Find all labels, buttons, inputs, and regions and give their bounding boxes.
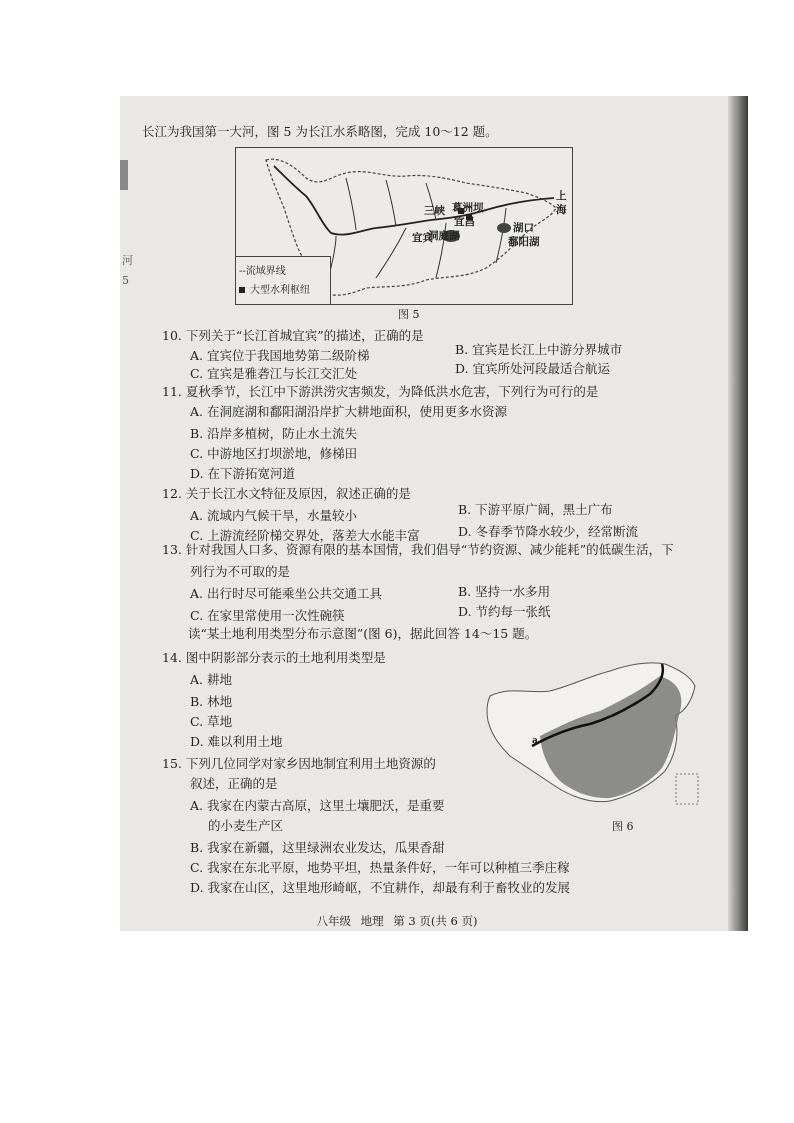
q14-stem: 14. 图中阴影部分表示的土地利用类型是 [162, 650, 386, 665]
q11-option-d: D. 在下游拓宽河道 [190, 466, 296, 481]
q15-stem: 15. 下列几位同学对家乡因地制宜利用土地资源的 [162, 756, 436, 771]
paper-shadow [728, 96, 748, 931]
dam-square-icon [239, 287, 245, 293]
intro-text: 长江为我国第一大河，图 5 为长江水系略图，完成 10～12 题。 [142, 124, 498, 139]
footer-subject: 地理 [360, 914, 384, 928]
legend-dam [239, 281, 310, 296]
q11-option-a: A. 在洞庭湖和鄱阳湖沿岸扩大耕地面积，使用更多水资源 [190, 404, 507, 419]
label-dongting: 洞庭湖 [428, 230, 460, 242]
margin-mark-1: 河 [122, 254, 133, 267]
q10-option-b: B. 宜宾是长江上中游分界城市 [455, 342, 623, 357]
q15-option-d: D. 我家在山区，这里地形崎岖，不宜耕作，却最有利于畜牧业的发展 [190, 880, 571, 895]
legend-dam-label: 大型水利枢纽 [250, 285, 310, 296]
q10-option-c: C. 宜宾是雅砻江与长江交汇处 [190, 366, 358, 381]
figure-6-caption: 图 6 [612, 820, 634, 833]
q14-option-a: A. 耕地 [190, 672, 232, 687]
q10-option-a: A. 宜宾位于我国地势第二级阶梯 [190, 348, 370, 363]
footer-page: 第 3 页(共 6 页) [393, 914, 478, 928]
q12-stem: 12. 关于长江水文特征及原因，叙述正确的是 [162, 486, 411, 501]
q12-option-b: B. 下游平原广阔，黑土广布 [458, 502, 613, 517]
label-shang: 上 [556, 190, 567, 202]
label-yichang: 宜昌 [454, 216, 475, 228]
margin-mark-2: 5 [122, 274, 129, 287]
q15-stem-cont: 叙述，正确的是 [190, 776, 278, 791]
q13-option-d: D. 节约每一张纸 [458, 604, 551, 619]
q12-option-d: D. 冬春季节降水较少，经常断流 [458, 524, 639, 539]
q13-stem: 13. 针对我国人口多、资源有限的基本国情，我们倡导“节约资源、减少能耗”的低碳生活，下 [162, 542, 674, 557]
figure-6-map [480, 656, 700, 816]
page-footer [0, 913, 794, 929]
q14-option-b: B. 林地 [190, 694, 233, 709]
label-gezhouba: 葛洲坝 [452, 202, 484, 214]
left-edge-strip [120, 160, 128, 190]
label-yibin: 宜宾 [412, 232, 433, 244]
q12-option-c: C. 上游流经阶梯交界处，落差大水能丰富 [190, 528, 420, 543]
footer-grade: 八年级 [316, 914, 351, 928]
q11-option-b: B. 沿岸多植树，防止水土流失 [190, 426, 358, 441]
q15-option-b: B. 我家在新疆，这里绿洲农业发达，瓜果香甜 [190, 840, 445, 855]
legend-boundary-label: 流域界线 [245, 266, 286, 277]
q14-option-c: C. 草地 [190, 714, 233, 729]
q15-option-a: A. 我家在内蒙古高原，这里土壤肥沃，是重要 [190, 798, 445, 813]
q14-option-d: D. 难以利用土地 [190, 734, 283, 749]
q13-option-b: B. 坚持一水多用 [458, 584, 551, 599]
figure-5-caption: 图 5 [398, 308, 420, 321]
label-poyang: 鄱阳湖 [508, 236, 540, 248]
q10-stem: 10. 下列关于“长江首城宜宾”的描述，正确的是 [162, 328, 424, 343]
figure-5-map [235, 147, 573, 305]
china-land-use-drawing [480, 656, 700, 816]
q15-option-a-cont: 的小麦生产区 [208, 818, 284, 833]
q13-option-c: C. 在家里常使用一次性碗筷 [190, 608, 345, 623]
point-a-label: a [532, 736, 538, 746]
q15-option-c: C. 我家在东北平原，地势平坦，热量条件好，一年可以种植三季庄稼 [190, 860, 570, 875]
q13-option-a: A. 出行时尽可能乘坐公共交通工具 [190, 586, 382, 601]
label-hukou: 湖口 [513, 222, 534, 234]
q11-option-c: C. 中游地区打坝淤地，修梯田 [190, 446, 358, 461]
map-legend [236, 256, 331, 304]
q11-stem: 11. 夏秋季节，长江中下游洪涝灾害频发，为降低洪水危害，下列行为可行的是 [162, 384, 599, 399]
q13-stem-cont: 列行为不可取的是 [190, 564, 291, 579]
q10-option-d: D. 宜宾所处河段最适合航运 [455, 361, 611, 376]
read-fig6-intro: 读“某土地利用类型分布示意图”(图 6)，据此回答 14～15 题。 [188, 626, 538, 641]
label-sanxia: 三峡 [424, 205, 445, 217]
label-hai: 海 [556, 204, 567, 216]
q12-option-a: A. 流域内气候干旱，水量较小 [190, 508, 357, 523]
legend-boundary: --流域界线 [239, 266, 286, 277]
